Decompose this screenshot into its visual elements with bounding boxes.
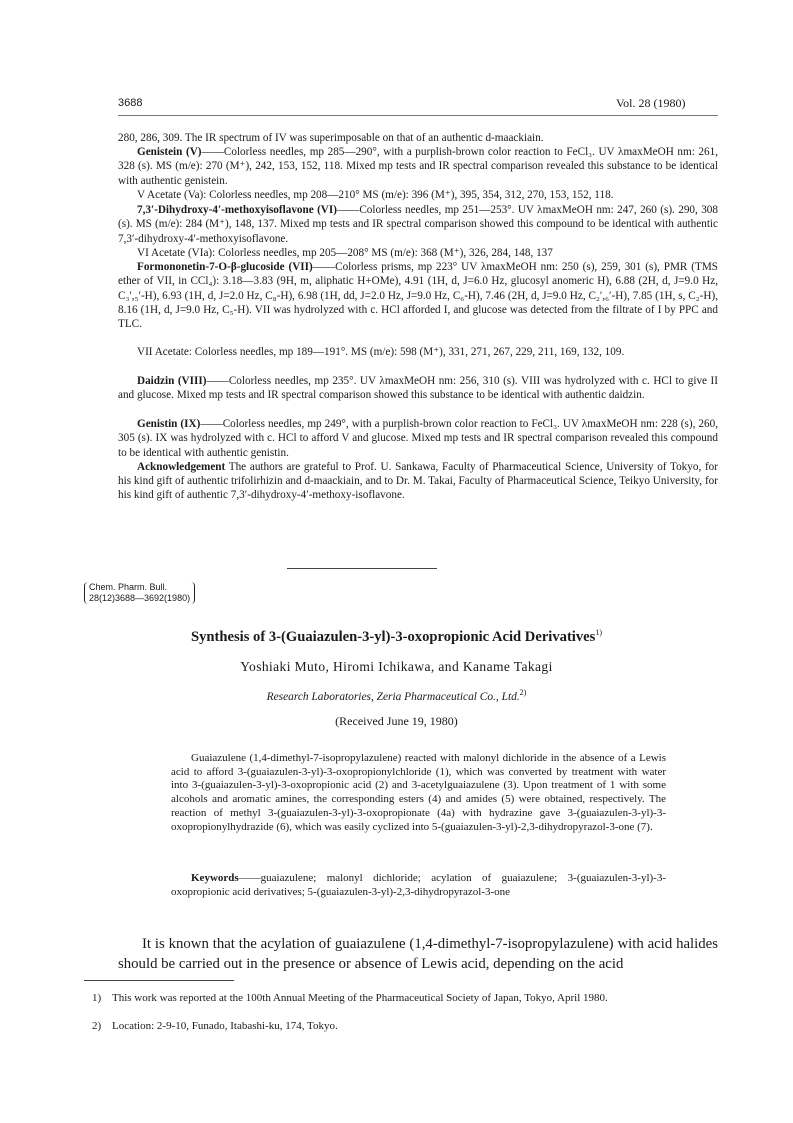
journal-volume: Vol. 28 (1980): [616, 96, 686, 110]
paragraph-compound-vi: 7,3′-Dihydroxy-4′-methoxyisoflavone (VI)——Colorless needles, mp 251—253°. UV λmaxMeOH nm: 247, 260 (s). 290, 308 (s). MS (m/e): 284 (M⁺), 148, 137. Mixed mp tests and IR spectral comparison showed this compound to be identical with authentic 7,3′-dihydroxy-4′-methoxyisoflavone.: [118, 204, 718, 245]
article-title: Synthesis of 3-(Guaiazulen-3-yl)-3-oxopropionic Acid Derivatives$^{1)}$: [191, 628, 602, 645]
footnote-number: 2): [92, 1020, 102, 1032]
keywords-label: Keywords: [191, 872, 239, 884]
abstract: Guaiazulene (1,4-dimethyl-7-isopropylazulene) reacted with malonyl dichloride in the absence of a Lewis acid to afford 3-(guaiazulen-3-yl)-3-oxopropionylchloride (1), which was converted by treatment with water into 3-(guaiazulen-3-yl)-3-oxopropionic acid (2) and 3-acetylguaiazulene (3). Upon treatment of 1 with some alcohols and aromatic amines, the corresponding esters (4) and amides (5) were obtained, respectively. The reaction of methyl 3-(guaiazulen-3-yl)-3-oxopropionate (4a) with hydrazine gave 3-(guaiazulen-3-yl)-3-oxopropionylhydrazide (6), which was easily cyclized into 5-(guaiazulen-3-yl)-2,3-dihydropyrazol-3-one (7).: [171, 752, 666, 833]
compound-label-ix: Genistin (IX): [137, 418, 201, 430]
compound-label-viii: Daidzin (VIII): [137, 375, 207, 387]
paragraph-compound-vii: Formononetin-7-O-β-glucoside (VII)——Colorless prisms, mp 223° UV λmaxMeOH nm: 250 (s), 259, 301 (s), PMR (TMS ether of VII, in CCl₄): 3.18—3.83 (9H, m, aliphatic H+OMe), 4.91 (1H, d, J=6.0 Hz, glucosyl anomeric H), 6.88 (2H, d, J=9.0 Hz, C₃′,₅′-H), 6.93 (1H, d, J=2.0 Hz, C₈-H), 6.98 (1H, dd, J=2.0 Hz, J=9.0 Hz, C₆-H), 7.46 (2H, d, J=9.0 Hz, C₂′,₆′-H), 7.85 (1H, s, C₂-H), 8.16 (1H, d, J=9.0 Hz, C₅-H). VII was hydrolyzed with c. HCl afforded I, and glucose was detected from the filtrate of I by PPC and TLC.: [118, 261, 719, 331]
citation-box: [84, 582, 195, 604]
intro-paragraph: It is known that the acylation of guaiazulene (1,4-dimethyl-7-isopropylazulene) with acid halides should be carried out in the presence or absence of Lewis acid, depending on the acid: [118, 936, 718, 972]
citation-reference: 28(12)3688—3692(1980): [89, 593, 191, 603]
footnote-rule: [84, 980, 234, 981]
compound-label-vi: 7,3′-Dihydroxy-4′-methoxyisoflavone (VI): [137, 204, 337, 216]
footnote-text: Location: 2-9-10, Funado, Itabashi-ku, 174, Tokyo.: [112, 1020, 338, 1032]
footnote-number: 1): [92, 992, 102, 1004]
article-authors: Yoshiaki Muto, Hiromi Ichikawa, and Kaname Takagi: [240, 659, 553, 674]
citation-journal: Chem. Pharm. Bull.: [89, 582, 168, 592]
received-date: (Received June 19, 1980): [335, 714, 458, 728]
acknowledgement: Acknowledgement The authors are grateful to Prof. U. Sankawa, Faculty of Pharmaceutical Science, University of Tokyo, for his kind gift of authentic trifolirhizin and d-maackiain, and to Dr. M. Takai, Faculty of Pharmaceutical Science, Teikyo University, for his kind gift of authentic 7,3′-dihydroxy-4′-methoxy-isoflavone.: [118, 461, 718, 502]
paragraph-maackiain: 280, 286, 309. The IR spectrum of IV was superimposable on that of an authentic d-maackiain.: [118, 132, 544, 144]
title-footnote-marker: 1): [595, 628, 602, 637]
paragraph-daidzin: Daidzin (VIII)——Colorless needles, mp 235°. UV λmaxMeOH nm: 256, 310 (s). VIII was hydrolyzed with c. HCl to give II and glucose. Mixed mp tests and IR spectral comparison showed this substance to be identical with authentic daidzin.: [118, 375, 719, 402]
paragraph-v-acetate: V Acetate (Va): Colorless needles, mp 208—210° MS (m/e): 396 (M⁺), 395, 354, 312, 270, 153, 152, 118.: [137, 189, 614, 201]
footnote-text: This work was reported at the 100th Annual Meeting of the Pharmaceutical Society of Japan, Tokyo, April 1980.: [112, 992, 608, 1004]
paragraph-genistein: Genistein (V)——Colorless needles, mp 285—290°, with a purplish-brown color reaction to FeCl₃. UV λmaxMeOH nm: 261, 328 (s). MS (m/e): 270 (M⁺), 242, 153, 152, 118. Mixed mp tests and IR spectral comparison revealed this substance to be identical with authentic genistein.: [118, 146, 718, 187]
page-number: 3688: [118, 97, 143, 109]
paragraph-vi-acetate: VI Acetate (VIa): Colorless needles, mp 205—208° MS (m/e): 368 (M⁺), 326, 284, 148, 137: [137, 247, 553, 259]
paragraph-genistin: Genistin (IX)——Colorless needles, mp 249°, with a purplish-brown color reaction to FeCl₃. UV λmaxMeOH nm: 228 (s), 260, 305 (s). IX was hydrolyzed with c. HCl to afford V and glucose. Mixed mp tests and IR spectral comparison revealed this compound to be identical with authentic genistin.: [118, 418, 718, 459]
article-affiliation: Research Laboratories, Zeria Pharmaceutical Co., Ltd.$^{2)}$: [266, 688, 527, 703]
footnote-1: [92, 992, 722, 1006]
keywords: Keywords——guaiazulene; malonyl dichloride; acylation of guaiazulene; 3-(guaiazulen-3-yl)-3-oxopropionic acid derivatives; 5-(guaiazulen-3-yl)-2,3-dihydropyrazol-3-one: [171, 872, 666, 898]
header-rule: [118, 115, 718, 116]
footnote-2: [92, 1020, 722, 1034]
affiliation-footnote-marker: 2): [519, 688, 527, 697]
paragraph-vii-acetate: VII Acetate: Colorless needles, mp 189—191°. MS (m/e): 598 (M⁺), 331, 271, 267, 229, 211, 169, 132, 109.: [137, 346, 625, 358]
compound-label-v: Genistein (V): [137, 146, 202, 158]
section-rule: [287, 568, 437, 569]
acknowledgement-label: Acknowledgement: [137, 461, 226, 473]
compound-label-vii: Formononetin-7-O-β-glucoside (VII): [137, 261, 313, 273]
